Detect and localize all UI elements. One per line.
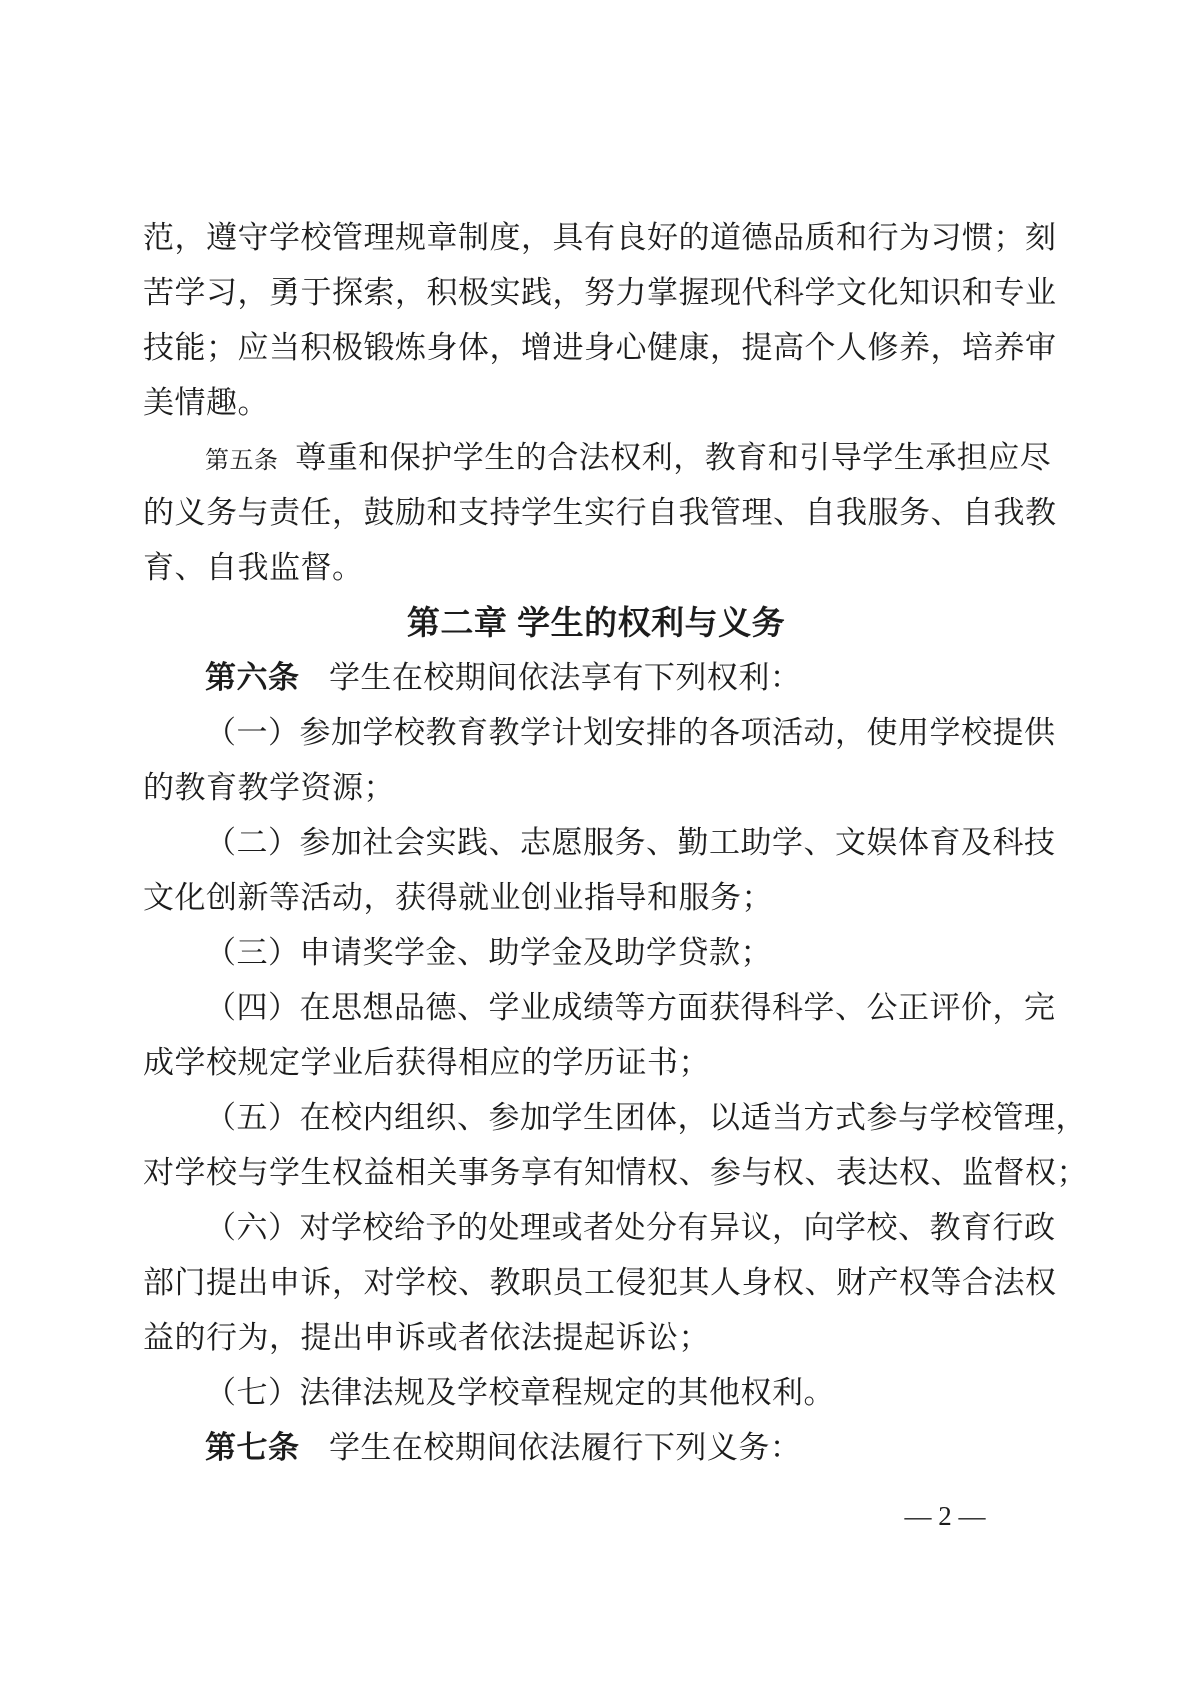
text-line: （三）申请奖学金、助学金及助学贷款；: [205, 935, 772, 970]
chapter-heading: 第二章 学生的权利与义务: [406, 604, 786, 641]
text-line: 的教育教学资源；: [143, 770, 395, 805]
text-line: 益的行为，提出申诉或者依法提起诉讼；: [143, 1320, 710, 1355]
text-line: [143, 650, 1049, 705]
text-line: [143, 1420, 1049, 1475]
text-line: 技能；应当积极锻炼身体，增进身心健康，提高个人修养，培养审: [143, 330, 1057, 365]
text-line: [143, 430, 1052, 485]
line-text: 学生在校期间依法履行下列义务：: [328, 1430, 802, 1465]
text-line: 文化创新等活动，获得就业创业指导和服务；: [143, 880, 773, 915]
text-line: 部门提出申诉，对学校、教职员工侵犯其人身权、财产权等合法权: [143, 1265, 1057, 1300]
text-line: 成学校规定学业后获得相应的学历证书；: [143, 1045, 710, 1080]
text-line: 苦学习，勇于探索，积极实践，努力掌握现代科学文化知识和专业: [143, 275, 1057, 310]
text-line: （五）在校内组织、参加学生团体，以适当方式参与学校管理，: [205, 1100, 1087, 1135]
text-line: 对学校与学生权益相关事务享有知情权、参与权、表达权、监督权；: [143, 1155, 1088, 1190]
text-line: （一）参加学校教育教学计划安排的各项活动，使用学校提供: [205, 715, 1056, 750]
article-number: 第五条: [205, 448, 279, 474]
text-line: 育、自我监督。: [143, 550, 364, 585]
article-number: 第六条: [205, 660, 300, 695]
text-line: （二）参加社会实践、志愿服务、勤工助学、文娱体育及科技: [205, 825, 1056, 860]
text-line: 的义务与责任，鼓励和支持学生实行自我管理、自我服务、自我教: [143, 495, 1057, 530]
text-line: 范，遵守学校管理规章制度，具有良好的道德品质和行为习惯；刻: [143, 220, 1057, 255]
text-line: 美情趣。: [143, 385, 269, 420]
article-number: 第七条: [205, 1430, 300, 1465]
page-number: — 2 —: [904, 1501, 986, 1531]
text-line: （四）在思想品德、学业成绩等方面获得科学、公正评价，完: [205, 990, 1056, 1025]
document-body: [143, 210, 1088, 1475]
text-line: （六）对学校给予的处理或者处分有异议，向学校、教育行政: [205, 1210, 1056, 1245]
line-text: 学生在校期间依法享有下列权利：: [328, 660, 802, 695]
text-line: （七）法律法规及学校章程规定的其他权利。: [205, 1375, 835, 1410]
line-text: 尊重和保护学生的合法权利，教育和引导学生承担应尽: [295, 440, 1052, 475]
